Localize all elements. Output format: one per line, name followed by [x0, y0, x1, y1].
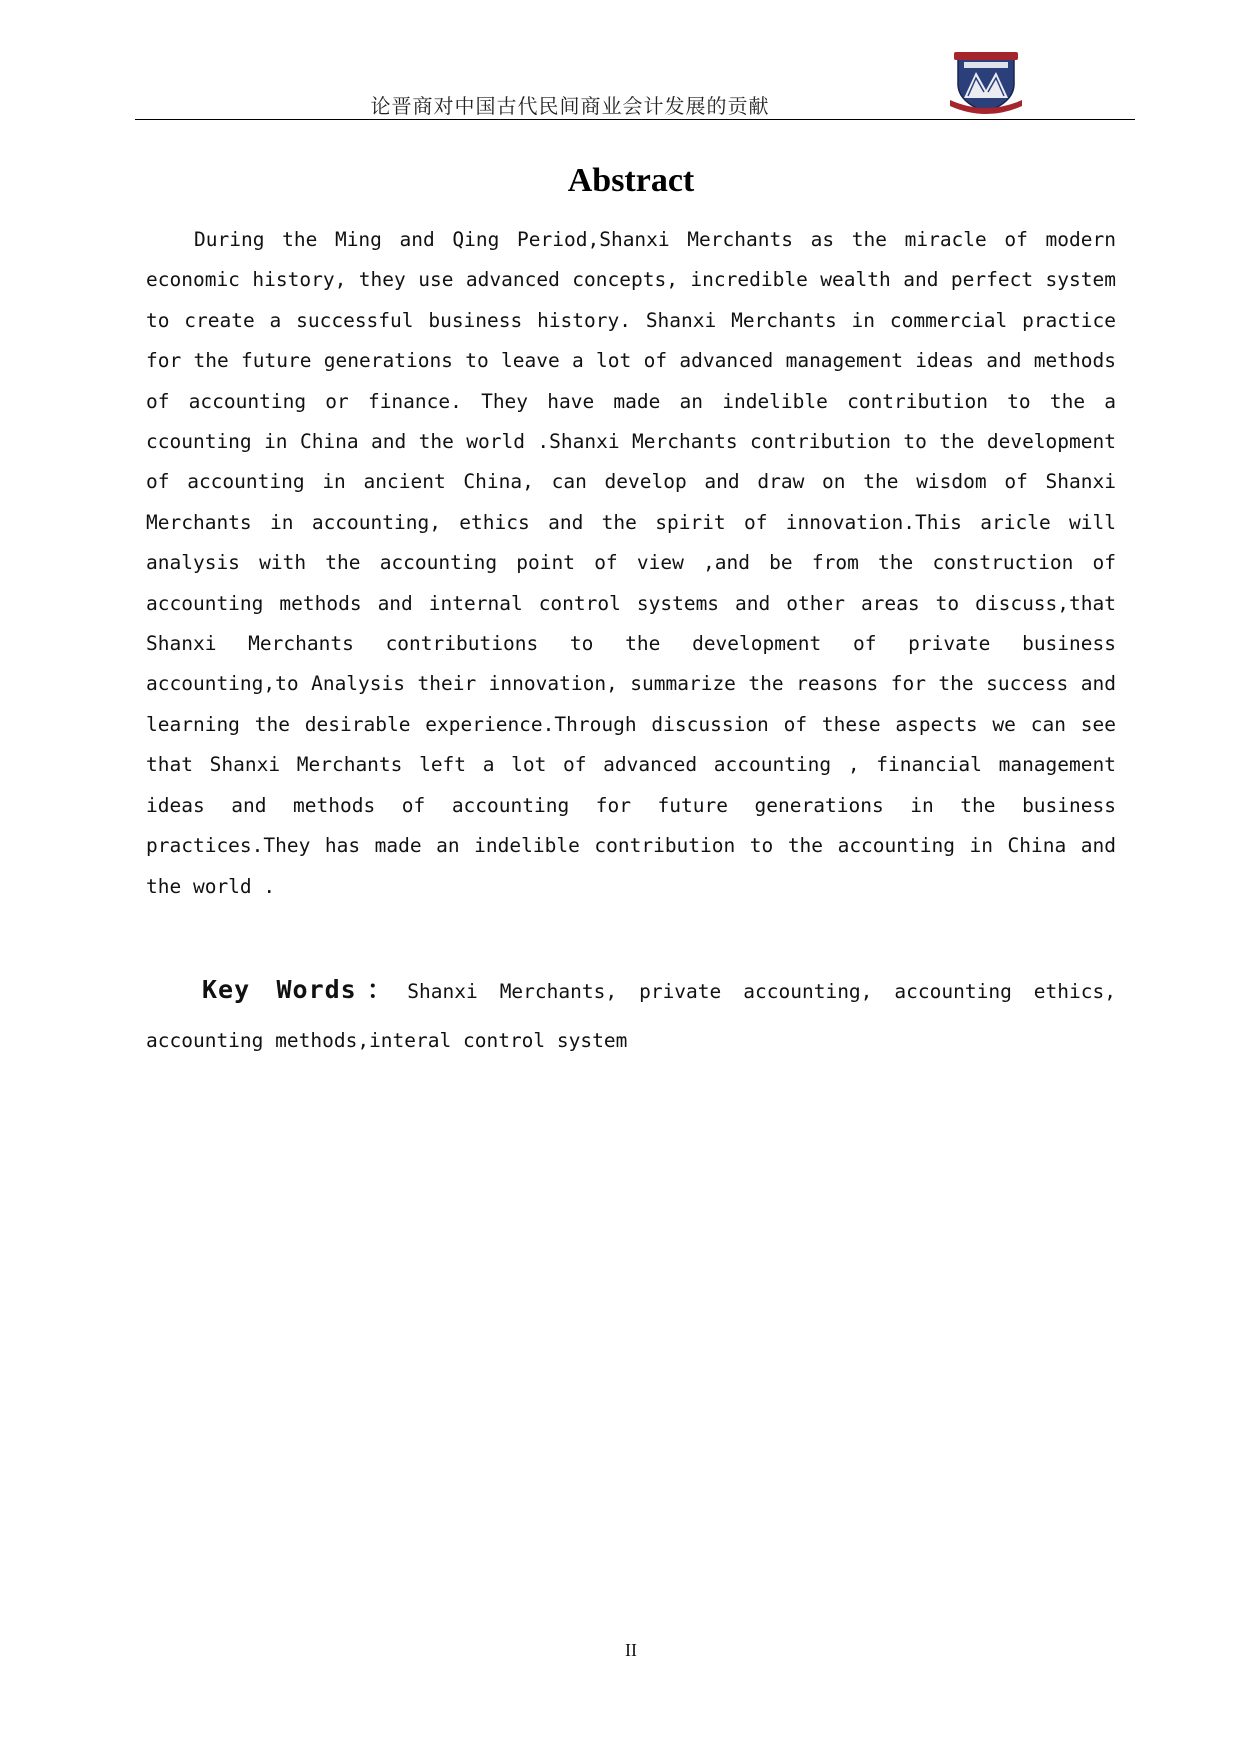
keywords-section — [146, 965, 1116, 1065]
running-header-title: 论晋商对中国古代民间商业会计发展的贡献 — [370, 94, 770, 118]
header-divider — [135, 119, 1135, 120]
keywords-label: Key Words： — [202, 975, 404, 1004]
university-crest-icon — [950, 50, 1022, 116]
keywords-text: Shanxi Merchants, private accounting, accounting ethics, accounting methods,interal control system — [146, 980, 1116, 1052]
abstract-paragraph: During the Ming and Qing Period,Shanxi Merchants as the miracle of modern economic history, they use advanced concepts, incredible wealth and perfect system to create a successful business history. Shanxi Merchants in commercial practice for the future generations to leave a lot of advanced management ideas and methods of accounting or finance. They have made an indelible contribution to the a ccounting in China and the world .Shanxi Merchants contribution to the development of accounting in ancient China, can develop and draw on the wisdom of Shanxi Merchants in accounting, ethics and the spirit of innovation.This aricle will analysis with the accounting point of view ,and be from the construction of accounting methods and internal control systems and other areas to discuss,that Shanxi Merchants contributions to the development of private business accounting,to Analysis their innovation, summarize the reasons for the success and learning the desirable experience.Through discussion of these aspects we can see that Shanxi Merchants left a lot of advanced accounting , financial management ideas and methods of accounting for future generations in the business practices.They has made an indelible contribution to the accounting in China and the world . — [146, 228, 1116, 898]
page-number: II — [625, 1640, 637, 1660]
abstract-body — [146, 220, 1116, 907]
abstract-heading: Abstract — [567, 162, 695, 199]
